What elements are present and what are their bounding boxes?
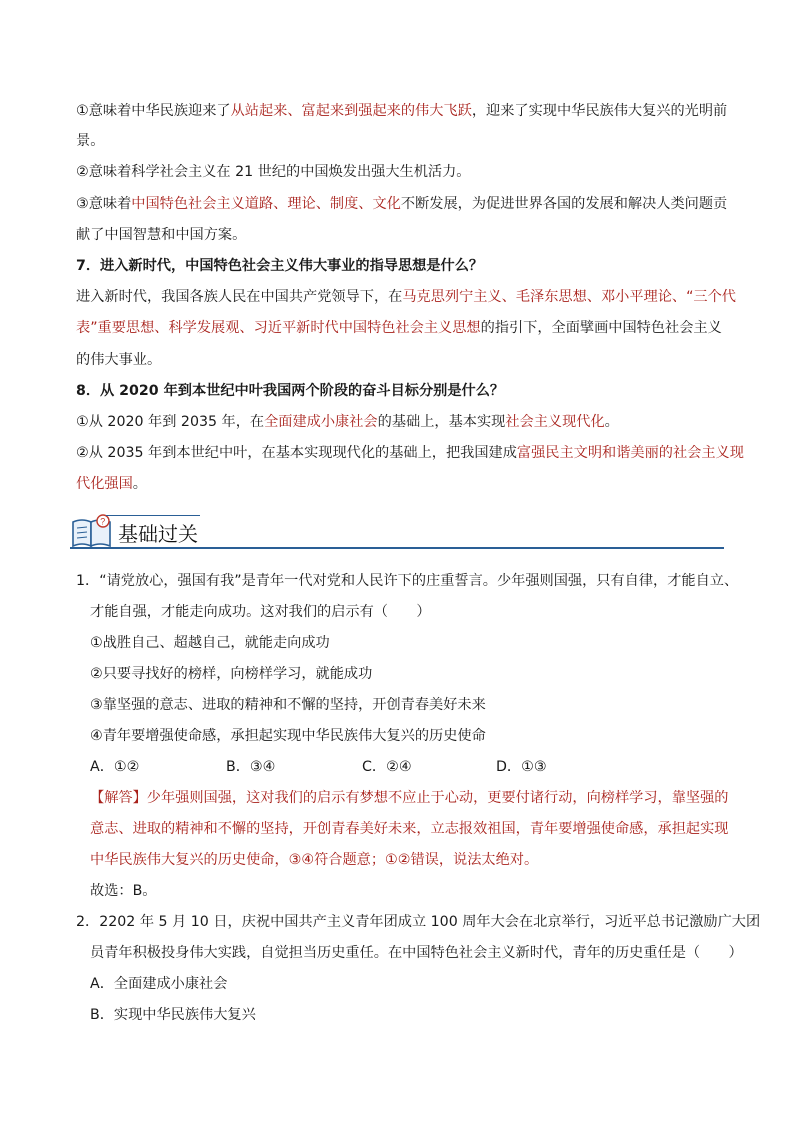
book-icon: [70, 512, 114, 550]
question1-option-4: ④青年要增强使命感，承担起实现中华民族伟大复兴的历史使命: [90, 728, 486, 744]
question2-stem-line-1: 2．2202 年 5 月 10 日，庆祝中国共产主义青年团成立 100 周年大会在北京举行，习近平总书记激励广大团: [76, 914, 761, 930]
question1-option-2: ②只要寻找好的榜样，向榜样学习，就能成功: [90, 666, 373, 682]
question2-stem-line-2: 员青年积极投身伟大实践，自觉担当历史重任。在中国特色社会主义新时代，青年的历史重任是（ ）: [90, 945, 743, 961]
q7-title: 7．进入新时代，中国特色社会主义伟大事业的指导思想是什么？: [76, 258, 484, 274]
header-accent-line: [106, 515, 200, 516]
question2-option-a: A．全面建成小康社会: [90, 976, 228, 992]
q7-answer-line-3: 的伟大事业。: [76, 352, 162, 368]
highlight-text: 马克思列宁主义、毛泽东思想、邓小平理论、“三个代: [402, 289, 736, 305]
q8-answer-line-3: [76, 474, 147, 494]
intro-line-1: [76, 101, 727, 121]
intro-line-4: [76, 194, 727, 214]
highlight-text: 从站起来、富起来到强起来的伟大飞跃: [230, 103, 472, 119]
highlight-text: 富强民主文明和谐美丽的社会主义现: [516, 445, 744, 461]
answer-text: 。: [132, 476, 147, 492]
answer-text: 的基础上，基本实现: [377, 414, 506, 430]
intro-text: ③意味着: [76, 196, 132, 212]
q8-answer-line-2: [76, 443, 744, 463]
answer-text: ②从 2035 年到本世纪中叶，在基本实现现代化的基础上，把我国建成: [76, 445, 517, 461]
question2-option-b: B．实现中华民族伟大复兴: [90, 1007, 256, 1023]
intro-line-5: 献了中国智慧和中国方案。: [76, 227, 247, 243]
answer-text: 进入新时代，我国各族人民在中国共产党领导下，在: [76, 289, 403, 305]
question1-option-3: ③靠坚强的意志、进取的精神和不懈的坚持，开创青春美好未来: [90, 697, 486, 713]
answer-text: ①从 2020 年到 2035 年，在: [76, 414, 265, 430]
q8-title: 8．从 2020 年到本世纪中叶我国两个阶段的奋斗目标分别是什么？: [76, 383, 505, 399]
solution-text: 少年强则国强，这对我们的启示有梦想不应止于心动，更要付诸行动，向榜样学习，靠坚强的: [146, 790, 729, 806]
intro-text: 不断发展，为促进世界各国的发展和解决人类问题贡: [400, 196, 728, 212]
question1-solution-line-2: 意志、进取的精神和不懈的坚持，开创青春美好未来，立志报效祖国，青年要增强使命感，承担起实现: [90, 821, 729, 837]
q8-answer-line-1: [76, 412, 619, 432]
q7-answer-line-2: [76, 318, 722, 338]
question1-stem-line-2: 才能自强，才能走向成功。这对我们的启示有（ ）: [90, 604, 431, 620]
highlight-text: 表”重要思想、科学发展观、习近平新时代中国特色社会主义思想: [76, 320, 481, 336]
question1-stem-line-1: 1．“请党放心，强国有我”是青年一代对党和人民许下的庄重誓言。少年强则国强，只有自律，才能自立、: [76, 573, 739, 589]
highlight-text: 中国特色社会主义道路、理论、制度、文化: [131, 196, 401, 212]
section-title: 基础过关: [118, 522, 198, 546]
question1-solution-line-1: [90, 788, 728, 808]
svg-text:?: ?: [100, 516, 106, 527]
intro-text: ①意味着中华民族迎来了: [76, 103, 231, 119]
highlight-text: 社会主义现代化: [505, 414, 605, 430]
question1-option-1: ①战胜自己、超越自己，就能走向成功: [90, 635, 330, 651]
question1-choice-a: A．①②: [90, 759, 140, 775]
question1-solution-line-3: 中华民族伟大复兴的历史使命，③④符合题意；①②错误，说法太绝对。: [90, 852, 539, 868]
question1-conclusion: 故选：B。: [90, 883, 157, 899]
question1-choice-b: B．③④: [226, 759, 276, 775]
question1-choice-c: C．②④: [362, 759, 412, 775]
solution-tag: 【解答】: [90, 790, 147, 806]
highlight-text: 全面建成小康社会: [264, 414, 378, 430]
question1-choice-d: D．①③: [496, 759, 547, 775]
q7-answer-line-1: [76, 287, 736, 307]
highlight-text: 代化强国: [76, 476, 133, 492]
answer-text: 。: [604, 414, 619, 430]
intro-line-3: ②意味着科学社会主义在 21 世纪的中国焕发出强大生机活力。: [76, 164, 471, 180]
intro-text: ，迎来了实现中华民族伟大复兴的光明前: [471, 103, 728, 119]
section-divider: [70, 547, 724, 549]
intro-line-2: 景。: [76, 133, 105, 149]
answer-text: 的指引下，全面擘画中国特色社会主义: [480, 320, 722, 336]
